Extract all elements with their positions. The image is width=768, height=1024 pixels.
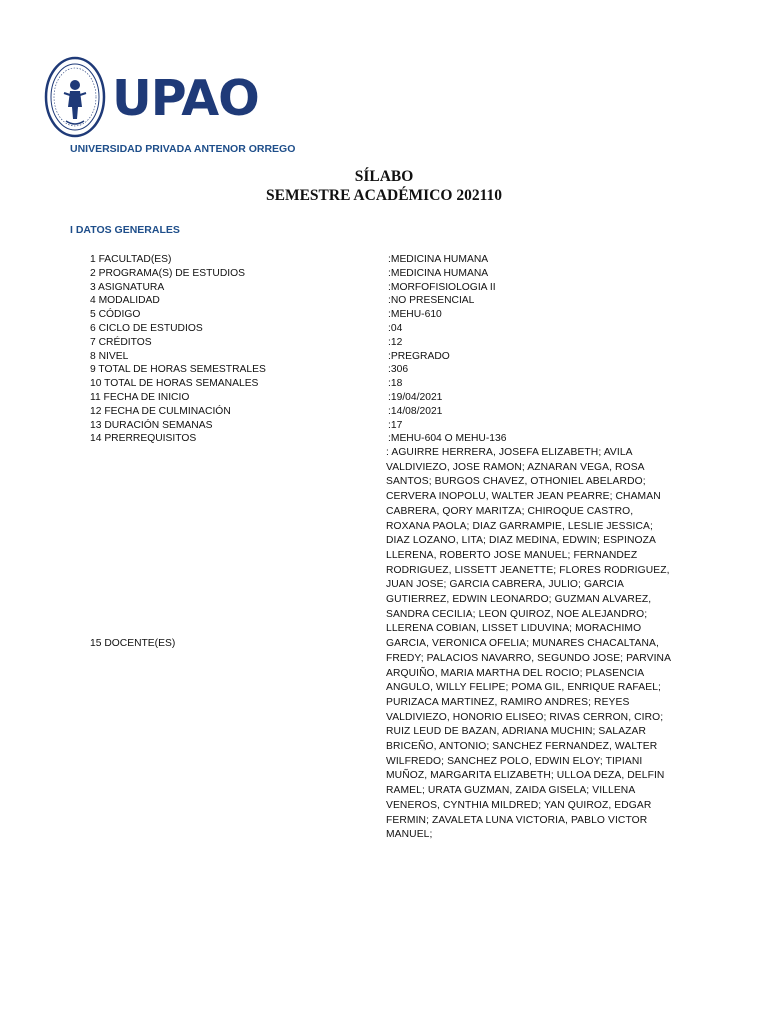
data-row-value: :NO PRESENCIAL [388, 295, 475, 307]
brand-wordmark: UPAO [112, 69, 259, 127]
data-row-value: :MEHU-610 [388, 309, 442, 321]
data-row-value: :PREGRADO [388, 350, 450, 362]
data-row-value: :12 [388, 336, 403, 348]
document-title: SÍLABO [354, 168, 414, 185]
university-seal-icon [44, 55, 106, 139]
docentes-value: : AGUIRRE HERRERA, JOSEFA ELIZABETH; AVILA VALDIVIEZO, JOSE RAMON; AZNARAN VEGA, ROSA SANTOS; BURGOS CHAVEZ, OTHONIEL ABELARDO; CERVERA INOPOLU, WALTER JEAN PEARRE; CHAMAN CABRERA, QORY MARITZA; CHIROQUE CASTRO, ROXANA PAOLA; DIAZ GARRAMPIE, LESLIE JESSICA; DIAZ LOZANO, LITA; DIAZ MEDINA, EDWIN; ESPINOZA LLERENA, ROBERTO JOSE MANUEL; FERNANDEZ RODRIGUEZ, LISSETT JEANETTE; FLORES RODRIGUEZ, JUAN JOSE; GARCIA CABRERA, JULIO; GARCIA GUTIERREZ, EDWIN LEONARDO; GUZMAN ALVAREZ, SANDRA CECILIA; LEON QUIROZ, NOE ALEJANDRO; LLERENA COBIAN, LISSET LIDUVINA; MORACHIMO GARCIA, VERONICA OFELIA; MUNARES CHACALTANA, FREDY; PALACIOS NAVARRO, SEGUNDO JOSE; PARVINA ARQUIÑO, MARIA MARTHA DEL ROCIO; PLASENCIA ANGULO, WILLY FELIPE; POMA GIL, ENRIQUE RAFAEL; PURIZACA MARTINEZ, RAMIRO ANDRES; REYES VALDIVIEZO, HONORIO ELISEO; RIVAS CERRON, CIRO; RUIZ LEUD DE BAZAN, ADRIANA MUCHIN; SALAZAR BRICEÑO, ANTONIO; SANCHEZ FERNANDEZ, WALTER WILFREDO; SANCHEZ POLO, EDWIN ELOY; TIPIANI MUÑOZ, MARGARITA ELIZABETH; ULLOA DEZA, DELFIN RAMEL; URATA GUZMAN, ZAIDA GISELA; VILLENA VENEROS, CYNTHIA MILDRED; YAN QUIROZ, EDGAR FERMIN; ZAVALETA LUNA VICTORIA, PABLO VICTOR MANUEL; [386, 447, 671, 841]
data-row-label: 12 FECHA DE CULMINACIÓN [90, 405, 231, 417]
data-row-label: 1 FACULTAD(ES) [90, 254, 172, 265]
data-row-value: :306 [388, 364, 409, 376]
data-row-label: 13 DURACIÓN SEMANAS [90, 419, 213, 431]
data-row-value: :17 [388, 419, 403, 431]
data-row-value: :MORFOFISIOLOGIA II [388, 281, 496, 293]
data-row-label: 4 MODALIDAD [90, 295, 160, 307]
data-row-label: 2 PROGRAMA(S) DE ESTUDIOS [90, 267, 246, 279]
data-row-value: :14/08/2021 [388, 405, 443, 417]
data-row-label: 10 TOTAL DE HORAS SEMANALES [90, 378, 259, 390]
data-row-value: :04 [388, 323, 403, 334]
data-row-label: 9 TOTAL DE HORAS SEMESTRALES [90, 364, 266, 376]
data-row-label: 3 ASIGNATURA [90, 281, 165, 293]
upao-logo [44, 55, 259, 139]
data-row-label: 8 NIVEL [90, 350, 129, 362]
section-heading: I DATOS GENERALES [70, 224, 180, 236]
data-row-value: :MEDICINA HUMANA [388, 267, 489, 279]
data-row-value: :MEDICINA HUMANA [388, 254, 489, 265]
data-row-value: :18 [388, 378, 403, 390]
data-row-value: :19/04/2021 [388, 392, 443, 403]
university-name: UNIVERSIDAD PRIVADA ANTENOR ORREGO [70, 143, 296, 155]
document-subtitle: SEMESTRE ACADÉMICO 202110 [266, 187, 502, 204]
data-row-label: 7 CRÉDITOS [90, 336, 152, 348]
data-row-label: 14 PRERREQUISITOS [90, 433, 197, 445]
docentes-label: 15 DOCENTE(ES) [90, 638, 176, 649]
data-row-label: 11 FECHA DE INICIO [90, 392, 190, 403]
data-row-label: 6 CICLO DE ESTUDIOS [90, 323, 203, 334]
data-row-value: :MEHU-604 O MEHU-136 [388, 433, 507, 445]
data-row-label: 5 CÓDIGO [90, 309, 141, 321]
